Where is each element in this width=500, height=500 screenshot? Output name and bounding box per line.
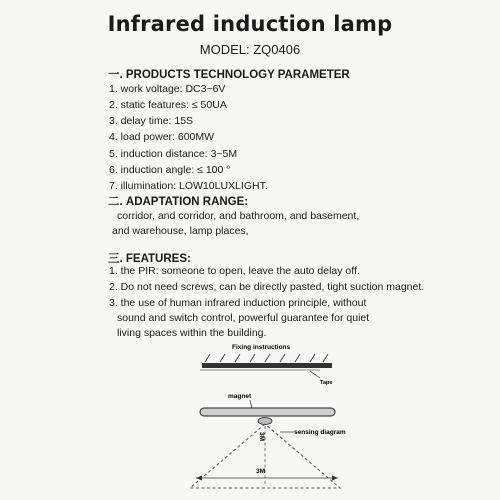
feature-item: living spaces within the building. bbox=[117, 327, 267, 339]
adaptation-text: and warehouse, lamp places, bbox=[112, 225, 249, 237]
feature-item: 1. the PIR: someone to open, leave the auto delay off. bbox=[109, 265, 360, 277]
tape-pointer bbox=[310, 371, 320, 378]
section-parameters-heading: 一. PRODUCTS TECHNOLOGY PARAMETER bbox=[108, 69, 350, 81]
fixing-instructions-label: Fixing instructions bbox=[232, 344, 291, 351]
sensing-diagram-label: sensing diagram bbox=[294, 429, 346, 436]
section-features-heading: 三. FEATURES: bbox=[108, 253, 191, 265]
parameter-item: 4. load power: 600MW bbox=[109, 131, 215, 143]
mounting-plate bbox=[202, 363, 332, 368]
arrow-right-icon bbox=[332, 476, 338, 481]
parameter-item: 7. illumination: LOW10LUXLIGHT. bbox=[109, 180, 268, 192]
lamp-body bbox=[200, 408, 335, 416]
tape-label: Tape bbox=[320, 380, 333, 386]
parameter-item: 3. delay time: 15S bbox=[109, 115, 194, 127]
adaptation-text: corridor, and corridor, and bathroom, and basement, bbox=[117, 210, 360, 222]
section-adaptation-heading: 二. ADAPTATION RANGE: bbox=[108, 196, 249, 208]
parameter-item: 2. static features: ≤ 50UA bbox=[109, 99, 227, 111]
installation-diagram bbox=[160, 340, 420, 500]
feature-item: 2. Do not need screws, can be directly pasted, tight suction magnet. bbox=[109, 281, 425, 293]
parameter-item: 5. induction distance: 3~5M bbox=[109, 148, 238, 160]
vertical-distance-label: 3M bbox=[258, 432, 265, 442]
ceiling-hatching bbox=[205, 354, 328, 362]
horizontal-distance-label: 3M bbox=[256, 468, 266, 475]
feature-item: 3. the use of human infrared induction principle, without bbox=[109, 297, 367, 309]
arrow-left-icon bbox=[196, 476, 202, 481]
parameter-item: 1. work voltage: DC3~6V bbox=[109, 83, 226, 95]
parameter-item: 6. induction angle: ≤ 100 ° bbox=[109, 164, 231, 176]
model-number: MODEL: ZQ0406 bbox=[199, 42, 301, 57]
magnet-label: magnet bbox=[228, 393, 252, 400]
page-title: Infrared induction lamp bbox=[107, 12, 393, 36]
feature-item: sound and switch control, powerful guarantee for quiet bbox=[117, 312, 370, 324]
